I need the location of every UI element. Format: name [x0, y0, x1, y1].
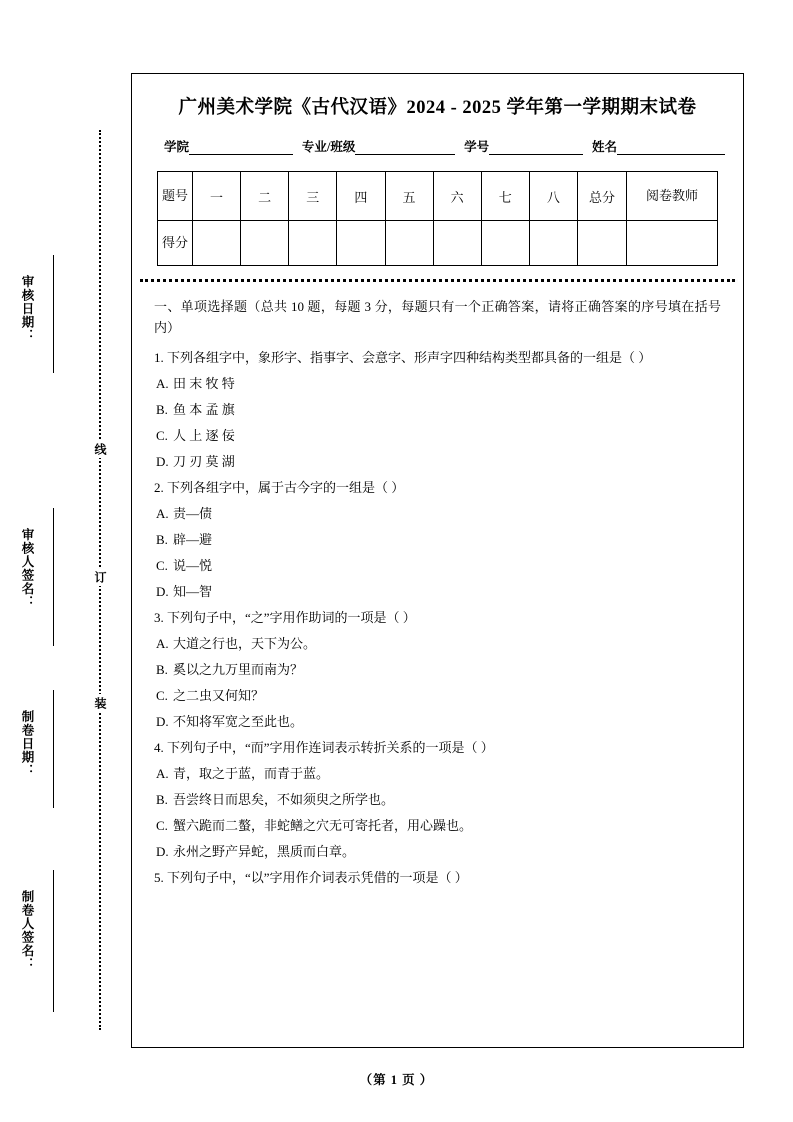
- col-header-7: 七: [481, 172, 529, 221]
- question-2-option-d-text: 知—智: [173, 584, 213, 600]
- question-2-option-c-text: 说—悦: [173, 558, 213, 574]
- binding-word-zhuang: 装: [91, 694, 109, 712]
- field-name[interactable]: [592, 137, 725, 155]
- question-3-option-d[interactable]: [156, 715, 721, 728]
- student-info-row: [164, 137, 725, 155]
- field-student-id[interactable]: [464, 137, 583, 155]
- score-cell-6[interactable]: [433, 221, 481, 266]
- question-4-option-a[interactable]: [156, 767, 721, 780]
- col-header-6: 六: [433, 172, 481, 221]
- field-college-input[interactable]: [189, 141, 293, 155]
- question-4-option-b-text: 吾尝终日而思矣，不如须臾之所学也。: [173, 792, 395, 808]
- col-header-8: 八: [529, 172, 577, 221]
- left-margin-annotations: [0, 0, 128, 1122]
- col-header-2: 二: [241, 172, 289, 221]
- score-cell-8[interactable]: [529, 221, 577, 266]
- score-cell-teacher[interactable]: [627, 221, 718, 266]
- question-3-option-c[interactable]: [156, 689, 721, 702]
- question-2-option-b[interactable]: [156, 533, 721, 546]
- question-1-option-a-key: A.: [156, 376, 169, 392]
- question-2-option-a[interactable]: [156, 507, 721, 520]
- score-summary-table: [157, 171, 718, 266]
- question-3-option-d-text: 不知将军宽之至此也。: [173, 714, 304, 730]
- score-cell-total[interactable]: [578, 221, 627, 266]
- question-1-option-d-text: 刀 刃 莫 湖: [173, 454, 235, 470]
- question-4-option-c-text: 蟹六跪而二螯，非蛇鳝之穴无可寄托者，用心躁也。: [173, 818, 473, 834]
- question-1-option-c-key: C.: [156, 428, 168, 444]
- question-1-option-c[interactable]: [156, 429, 721, 442]
- row-label-question-no: 题号: [158, 172, 193, 221]
- question-1-option-d-key: D.: [156, 454, 169, 470]
- question-4-option-a-text: 青，取之于蓝，而青于蓝。: [173, 766, 330, 782]
- question-1-option-c-text: 人 上 逐 佞: [173, 428, 235, 444]
- question-2-option-a-key: A.: [156, 506, 169, 522]
- question-2-option-b-key: B.: [156, 532, 168, 548]
- section-heading-multiple-choice: 一、单项选择题（总共 10 题，每题 3 分，每题只有一个正确答案，请将正确答案的序号填在括号内）: [154, 299, 721, 336]
- question-3-option-d-key: D.: [156, 714, 169, 730]
- question-4-option-a-key: A.: [156, 766, 169, 782]
- question-3-option-a-key: A.: [156, 636, 169, 652]
- margin-label-reviewer-signature: 审核人签名：: [20, 528, 34, 609]
- col-header-3: 三: [289, 172, 337, 221]
- question-5-stem: 5. 下列句子中，“以”字用作介词表示凭借的一项是（ ）: [154, 870, 468, 886]
- question-2-stem: 2. 下列各组字中，属于古今字的一组是（ ）: [154, 480, 405, 496]
- question-1: [154, 351, 721, 468]
- question-2-option-c-key: C.: [156, 558, 168, 574]
- score-cell-3[interactable]: [289, 221, 337, 266]
- question-4-option-c-key: C.: [156, 818, 168, 834]
- question-3-option-c-text: 之二虫又何知？: [173, 688, 265, 704]
- col-header-4: 四: [337, 172, 385, 221]
- dotted-separator: [140, 279, 735, 282]
- question-1-option-b[interactable]: [156, 403, 721, 416]
- score-cell-1[interactable]: [193, 221, 241, 266]
- question-3-option-a[interactable]: [156, 637, 721, 650]
- question-3-option-b-text: 奚以之九万里而南为？: [173, 662, 304, 678]
- question-1-option-b-key: B.: [156, 402, 168, 418]
- question-2: [154, 481, 721, 598]
- question-1-option-a-text: 田 末 牧 特: [173, 376, 235, 392]
- table-row-header: [158, 172, 718, 221]
- question-3-option-c-key: C.: [156, 688, 168, 704]
- binding-word-xian: 线: [91, 440, 109, 458]
- field-name-label: 姓名: [592, 140, 618, 154]
- question-2-option-b-text: 辟—避: [173, 532, 213, 548]
- question-4-option-d-text: 永州之野产异蛇，黑质而白章。: [173, 844, 356, 860]
- question-1-option-b-text: 鱼 本 孟 旗: [173, 402, 235, 418]
- exam-content: [154, 296, 721, 884]
- field-college[interactable]: [164, 137, 293, 155]
- field-major-class-input[interactable]: [355, 141, 455, 155]
- col-header-1: 一: [193, 172, 241, 221]
- question-4-option-d-key: D.: [156, 844, 169, 860]
- question-3-option-b[interactable]: [156, 663, 721, 676]
- question-1-stem: 1. 下列各组字中，象形字、指事字、会意字、形声字四种结构类型都具备的一组是（ ）: [154, 350, 652, 366]
- exam-paper-frame: [131, 73, 744, 1048]
- page-footer: （第 1 页 ）: [359, 1073, 434, 1087]
- field-name-input[interactable]: [617, 141, 725, 155]
- field-major-class[interactable]: [302, 137, 455, 155]
- question-4-stem: 4. 下列句子中，“而”字用作连词表示转折关系的一项是（ ）: [154, 740, 494, 756]
- question-1-option-d[interactable]: [156, 455, 721, 468]
- margin-label-preparer-signature: 制卷人签名：: [20, 890, 34, 971]
- binding-word-ding: 订: [91, 568, 109, 586]
- question-2-option-c[interactable]: [156, 559, 721, 572]
- question-4-option-d[interactable]: [156, 845, 721, 858]
- field-student-id-label: 学号: [464, 140, 490, 154]
- question-2-option-d-key: D.: [156, 584, 169, 600]
- margin-label-prepare-date: 制卷日期：: [20, 710, 34, 778]
- margin-rule-2: [53, 508, 54, 646]
- score-cell-4[interactable]: [337, 221, 385, 266]
- page-title: 广州美术学院《古代汉语》2024 - 2025 学年第一学期期末试卷: [178, 98, 697, 118]
- field-major-class-label: 专业/班级: [301, 140, 356, 154]
- table-row-scores: [158, 221, 718, 266]
- question-2-option-a-text: 责—债: [173, 506, 213, 522]
- margin-label-review-date: 审核日期：: [20, 275, 34, 343]
- question-2-option-d[interactable]: [156, 585, 721, 598]
- col-header-teacher: 阅卷教师: [627, 172, 718, 221]
- row-label-score: 得分: [158, 221, 193, 266]
- score-cell-5[interactable]: [385, 221, 433, 266]
- question-3-option-b-key: B.: [156, 662, 168, 678]
- question-3-stem: 3. 下列句子中，“之”字用作助词的一项是（ ）: [154, 610, 416, 626]
- margin-rule-3: [53, 690, 54, 808]
- question-3: [154, 611, 721, 728]
- field-student-id-input[interactable]: [489, 141, 583, 155]
- margin-rule-4: [53, 870, 54, 1012]
- field-college-label: 学院: [164, 140, 190, 154]
- question-5: [154, 871, 721, 884]
- question-3-option-a-text: 大道之行也，天下为公。: [173, 636, 317, 652]
- question-4: [154, 741, 721, 858]
- col-header-total: 总分: [578, 172, 627, 221]
- score-cell-7[interactable]: [481, 221, 529, 266]
- question-4-option-c[interactable]: [156, 819, 721, 832]
- question-4-option-b[interactable]: [156, 793, 721, 806]
- score-cell-2[interactable]: [241, 221, 289, 266]
- question-4-option-b-key: B.: [156, 792, 168, 808]
- question-1-option-a[interactable]: [156, 377, 721, 390]
- col-header-5: 五: [385, 172, 433, 221]
- margin-rule-1: [53, 255, 54, 373]
